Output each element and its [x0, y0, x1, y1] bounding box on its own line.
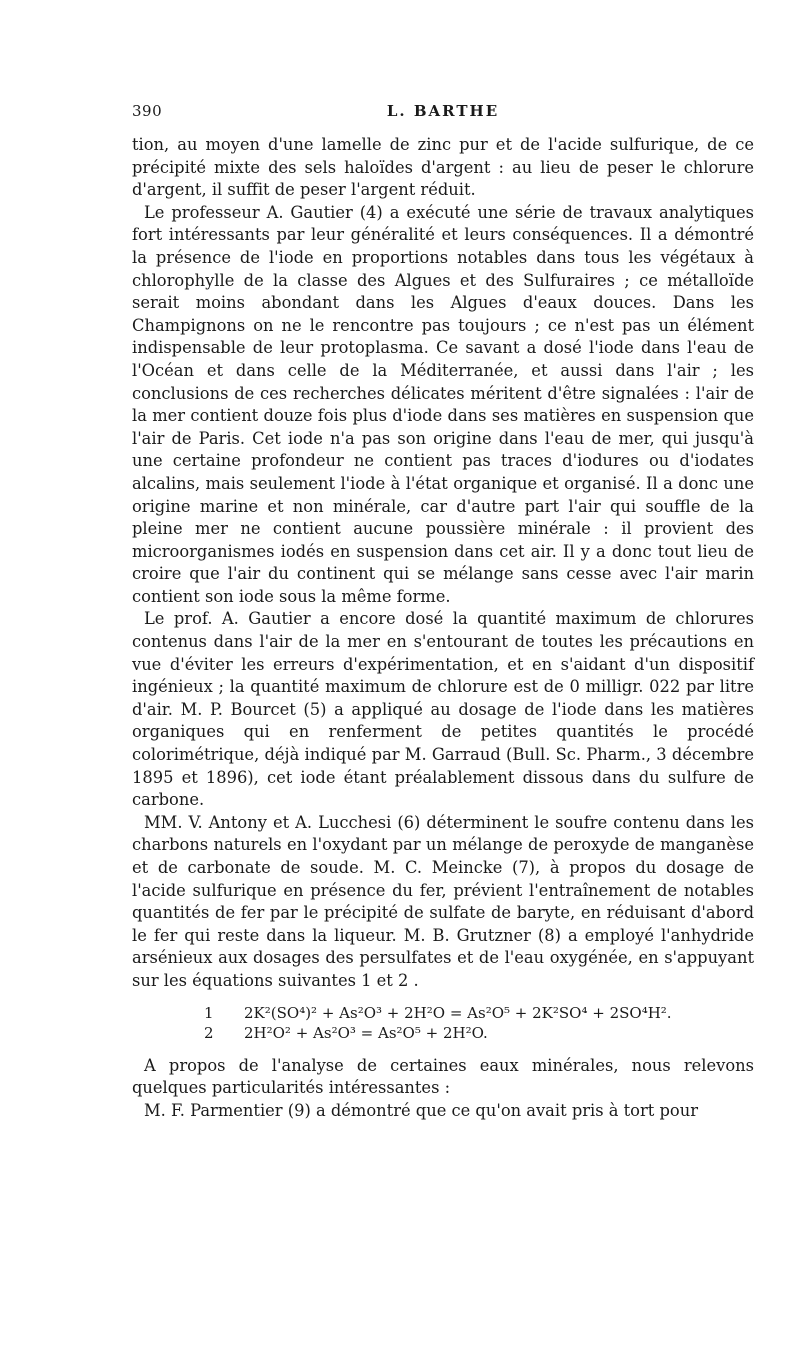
equation-text: 2H²O² + As²O³ = As²O⁵ + 2H²O.	[244, 1023, 488, 1042]
equation-number: 2	[204, 1023, 214, 1042]
page-number: 390	[132, 102, 163, 120]
equation-1	[204, 1003, 754, 1023]
paragraph-2: Le professeur A. Gautier (4) a exécuté une série de travaux analytiques fort intéressants par leur généralité et leurs conséquences. Il a démontré la présence de l'iode en proportions notables dans tous les végétaux à chlorophylle de la classe des Algues et des Sulfuraires ; ce métalloïde serait moins abondant dans les Algues d'eaux douces. Dans les Champignons on ne le rencontre pas toujours ; ce n'est pas un élément indispensable de leur protoplasma. Ce savant a dosé l'iode dans l'eau de l'Océan et dans celle de la Méditerranée, et aussi dans l'air ; les conclusions de ces recherches délicates méritent d'être signalées : l'air de la mer contient douze fois plus d'iode dans ses matières en suspension que l'air de Paris. Cet iode n'a pas son origine dans l'eau de mer, qui jusqu'à une certaine profondeur ne contient pas traces d'iodures ou d'iodates alcalins, mais seulement l'iode à l'état organique et organisé. Il a donc une origine marine et non minérale, car d'autre part l'air qui souffle de la pleine mer ne contient aucune poussière minérale : il provient des microorganismes iodés en suspension dans cet air. Il y a donc tout lieu de croire que l'air du continent qui se mélange sans cesse avec l'air marin contient son iode sous la même forme.	[132, 202, 754, 606]
equations-block	[204, 1003, 754, 1043]
paragraph-4: MM. V. Antony et A. Lucchesi (6) déterminent le soufre contenu dans les charbons naturels en l'oxydant par un mélange de peroxyde de manganèse et de carbonate de soude. M. C. Meincke (7), à propos du dosage de l'acide sulfurique en présence du fer, prévient l'entraînement de notables quantités de fer par le précipité de sulfate de baryte, en réduisant d'abord le fer qui reste dans la liqueur. M. B. Grutzner (8) a employé l'anhydride arsénieux aux dosages des persulfates et de l'eau oxygénée, en s'appuyant sur les équations suivantes 1 et 2 .	[132, 812, 754, 990]
page-header	[132, 100, 754, 128]
equation-2	[204, 1023, 754, 1043]
paragraph-1: tion, au moyen d'une lamelle de zinc pur et de l'acide sulfurique, de ce précipité mixte des sels haloïdes d'argent : au lieu de peser le chlorure d'argent, il suffit de peser l'argent réduit.	[132, 135, 754, 200]
paragraph-5: A propos de l'analyse de certaines eaux minérales, nous relevons quelques particularités intéressantes :	[132, 1055, 754, 1098]
equation-number: 1	[204, 1003, 214, 1022]
document-page	[132, 100, 754, 1122]
running-title: L. BARTHE	[386, 102, 500, 120]
paragraph-6: M. F. Parmentier (9) a démontré que ce qu'on avait pris à tort pour	[144, 1100, 698, 1120]
paragraph-3: Le prof. A. Gautier a encore dosé la quantité maximum de chlorures contenus dans l'air de la mer en s'entourant de toutes les précautions en vue d'éviter les erreurs d'expérimentation, et en s'aidant d'un dispositif ingénieux ; la quantité maximum de chlorure est de 0 milligr. 022 par litre d'air. M. P. Bourcet (5) a appliqué au dosage de l'iode dans les matières organiques qui en renferment de petites quantités le procédé colorimétrique, déjà indiqué par M. Garraud (Bull. Sc. Pharm., 3 décembre 1895 et 1896), cet iode étant préalablement dissous dans du sulfure de carbone.	[132, 609, 754, 810]
equation-text: 2K²(SO⁴)² + As²O³ + 2H²O = As²O⁵ + 2K²SO⁴ + 2SO⁴H².	[244, 1003, 672, 1022]
